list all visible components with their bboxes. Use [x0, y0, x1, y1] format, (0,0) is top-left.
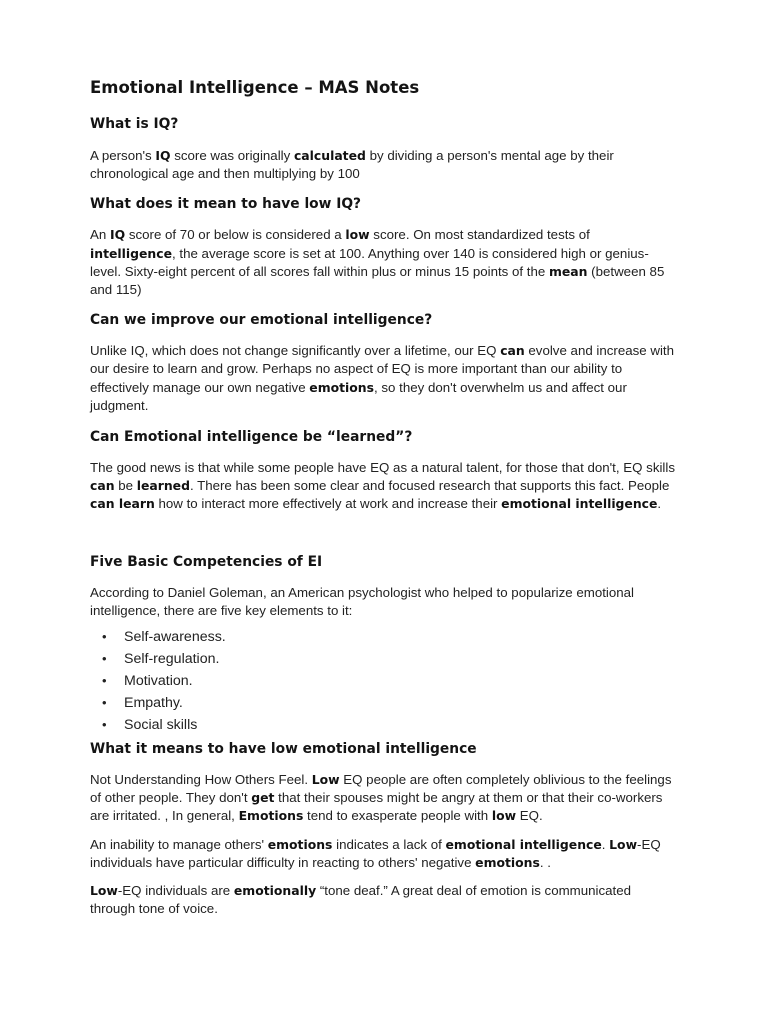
heading-ei-learned: Can Emotional intelligence be “learned”?	[90, 429, 413, 446]
text-run: (between 85 and 115)	[90, 263, 665, 298]
bold-run: calculated	[293, 148, 366, 163]
text-run: EQ people are often completely oblivious to the feelings of other people. They don't	[90, 772, 672, 806]
list-item	[90, 648, 678, 670]
list-item	[90, 670, 678, 692]
paragraph-improve-ei	[90, 342, 678, 415]
list-item	[90, 714, 678, 736]
list-item-label: Social skills	[124, 717, 198, 734]
paragraph-five-competencies	[90, 584, 678, 620]
text-run: -EQ individuals have particular difficulty in reacting to others' negative	[90, 836, 661, 870]
bold-run: mean	[548, 263, 588, 279]
competencies-list	[90, 626, 678, 736]
document-title: Emotional Intelligence – MAS Notes	[90, 78, 420, 97]
bold-run: can learn	[90, 496, 155, 512]
bold-run: emotions	[309, 379, 375, 395]
text-run: how to interact more effectively at work and increase their	[154, 496, 502, 512]
heading-five-competencies: Five Basic Competencies of EI	[90, 553, 323, 570]
bold-run: can	[500, 343, 525, 359]
text-run: score of 70 or below is considered a	[125, 227, 346, 243]
bold-run: low	[491, 808, 517, 824]
heading-improve-ei: Can we improve our emotional intelligence?	[90, 312, 433, 329]
paragraph-what-is-iq	[90, 147, 650, 183]
bullet-icon: •	[102, 673, 107, 689]
text-run: score. On most standardized tests of	[369, 227, 590, 243]
text-run: Not Understanding How Others Feel.	[90, 772, 312, 788]
text-run: indicates a lack of	[332, 836, 446, 852]
text-run: -EQ individuals are	[117, 883, 234, 899]
paragraph-low-iq	[90, 226, 678, 299]
bullet-icon: •	[102, 695, 107, 711]
text-run: tend to exasperate people with	[303, 808, 492, 824]
heading-low-iq: What does it mean to have low IQ?	[90, 196, 362, 213]
bold-run: get	[251, 790, 275, 806]
bold-run: Low	[609, 836, 638, 852]
list-item	[90, 626, 678, 648]
list-item-label: Self-awareness.	[124, 629, 226, 646]
text-run: , the average score is set at 100. Anything over 140 is considered high or genius-level. Sixty-eight percent of all scores fall within plus or minus 15 points of the	[90, 245, 649, 279]
text-run: . There has been some clear and focused research that supports this fact. People	[189, 478, 670, 494]
bold-run: emotions	[267, 836, 333, 852]
text-run: .	[601, 836, 610, 852]
bold-run: Low	[311, 772, 340, 788]
text-run: The good news is that while some people have EQ as a natural talent, for those that don't, EQ skills	[90, 460, 675, 476]
list-item-label: Self-regulation.	[124, 651, 220, 668]
list-item-label: Empathy.	[124, 695, 183, 712]
text-run: by dividing a person's mental age by their chronological age and then multiplying by 100	[90, 148, 614, 182]
text-run: be	[114, 478, 137, 494]
bold-run: can	[90, 478, 115, 494]
paragraph-low-ei-3	[90, 882, 678, 918]
bold-run: intelligence	[90, 245, 172, 261]
list-item	[90, 692, 678, 714]
text-run: “tone deaf.” A great deal of emotion is communicated through tone of voice.	[90, 883, 632, 917]
bold-run: Emotions	[238, 808, 304, 824]
paragraph-ei-learned	[90, 459, 678, 514]
text-run: An inability to manage others'	[90, 836, 268, 852]
text-run: that their spouses might be angry at them or that their co-workers are irritated. , In general,	[90, 790, 663, 824]
bold-run: learned	[136, 478, 190, 494]
bold-run: Low	[90, 883, 118, 899]
paragraph-low-ei-1	[90, 771, 678, 826]
bullet-icon: •	[102, 717, 107, 733]
bold-run: emotionally	[233, 883, 317, 899]
text-run: score was originally	[170, 148, 294, 163]
text-run: EQ.	[516, 808, 543, 824]
bold-run: emotional intelligence	[501, 496, 658, 512]
heading-what-is-iq: What is IQ?	[90, 116, 179, 132]
bold-run: IQ	[155, 148, 171, 163]
bullet-icon: •	[102, 651, 107, 667]
paragraph-low-ei-2	[90, 836, 678, 872]
list-item-label: Motivation.	[124, 673, 193, 690]
text-run: . .	[539, 854, 551, 870]
text-run: A person's	[90, 148, 156, 163]
bold-run: emotions	[475, 854, 540, 870]
text-run: evolve and increase with our desire to learn and grow. Perhaps no aspect of EQ is more important than our ability to effectively manage our own negative	[90, 343, 675, 395]
text-run: , so they don't overwhelm us and affect our judgment.	[90, 379, 627, 413]
text-run: Unlike IQ, which does not change significantly over a lifetime, our EQ	[90, 343, 501, 359]
text-run: An	[90, 227, 110, 243]
bold-run: emotional intelligence	[445, 836, 602, 852]
text-run: According to Daniel Goleman, an American psychologist who helped to popularize emotional intelligence, there are five key elements to it:	[90, 584, 635, 618]
bullet-icon: •	[102, 629, 107, 645]
heading-low-ei: What it means to have low emotional intelligence	[90, 741, 477, 758]
bold-run: low	[345, 227, 370, 243]
text-run: .	[657, 496, 662, 512]
bold-run: IQ	[109, 227, 126, 243]
